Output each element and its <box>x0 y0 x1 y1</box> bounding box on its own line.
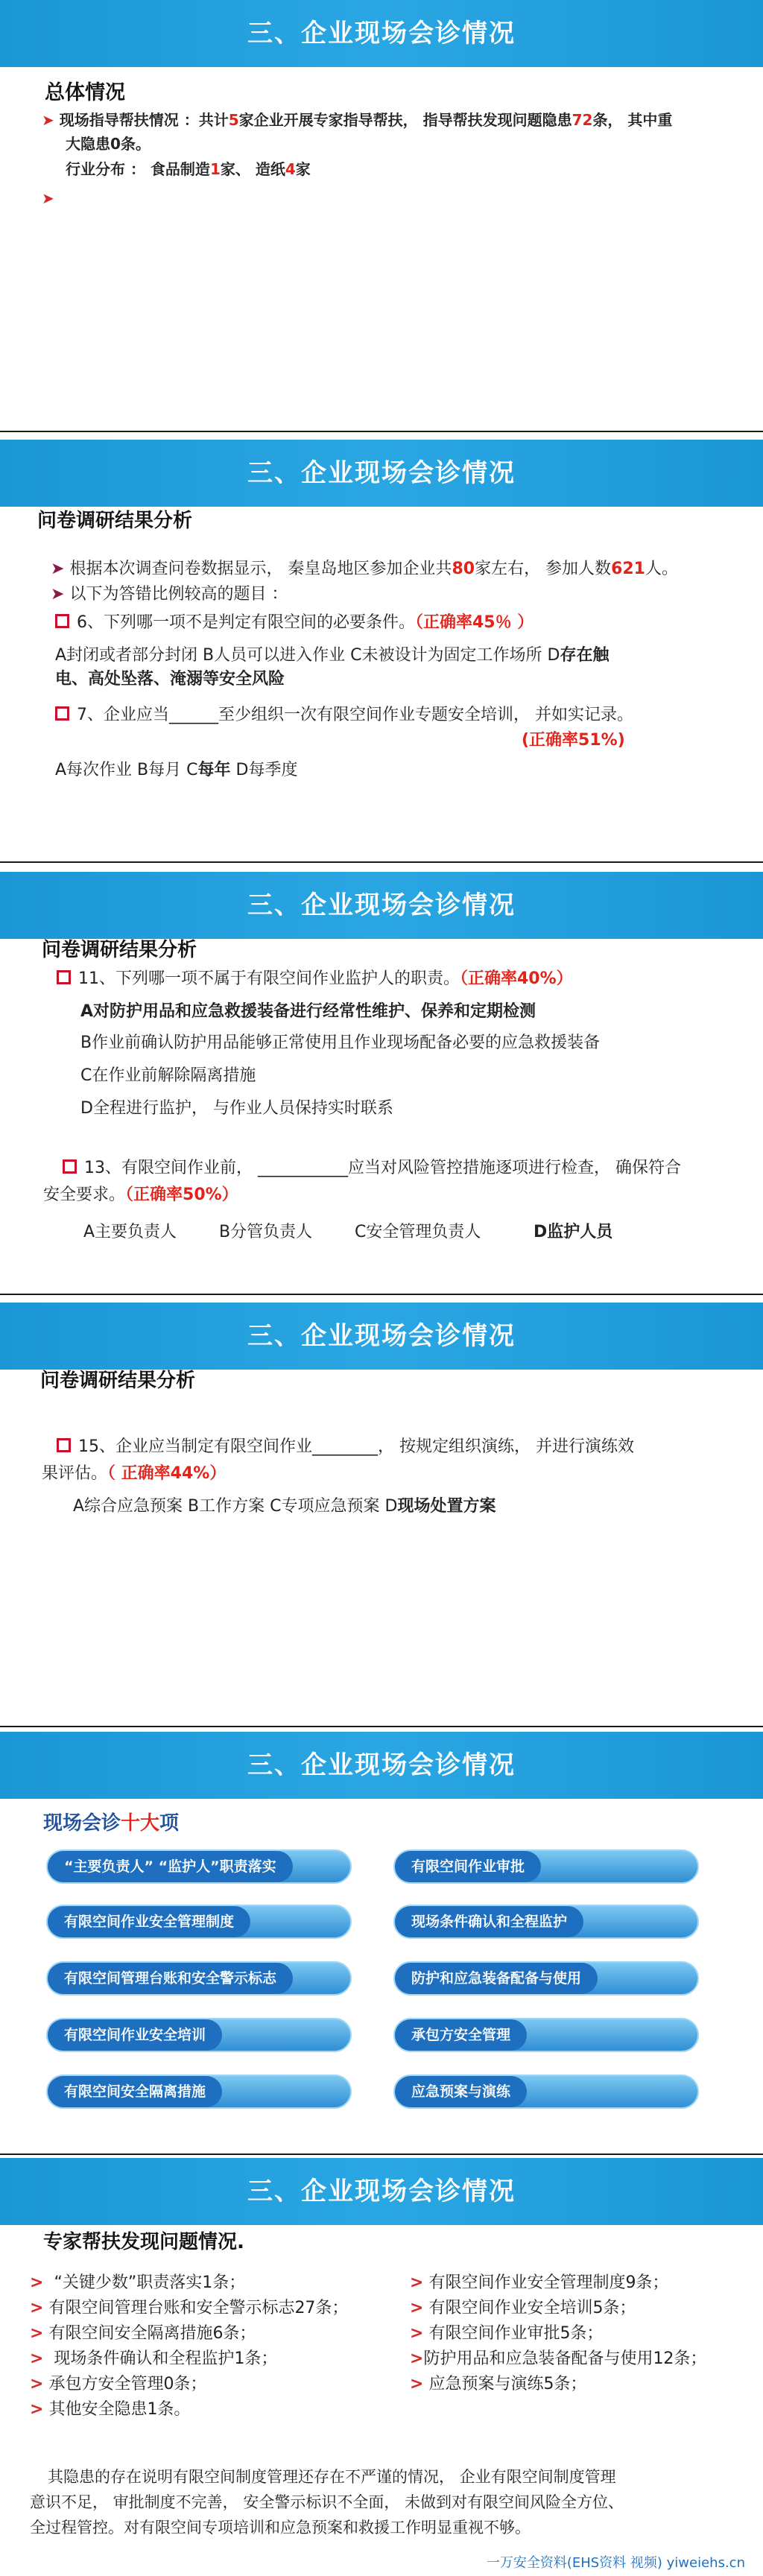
arrow-icon: ➤ <box>42 111 54 129</box>
item-pill-right: 承包方安全管理 <box>393 2018 699 2052</box>
question-7-options: A每次作业 B每月 C每年 D每季度 <box>55 761 298 779</box>
banner-title: 三、企业现场会诊情况 <box>0 0 763 67</box>
survey-note: ➤ 以下为答错比例较高的题目 ： <box>51 585 288 604</box>
banner-title: 三、企业现场会诊情况 <box>0 2158 763 2225</box>
industry-distribution: 行业分布 ： 食品制造1家、 造纸4家 <box>66 160 311 178</box>
question-13: 13、有限空间作业前， ___________应当对风险管控措施逐项进行检查， 确保符合 <box>63 1156 748 1180</box>
guidance-summary-line2: 大隐患0条。 <box>66 135 151 153</box>
checkbox-icon <box>55 614 69 628</box>
finding-right: > 有限空间作业安全培训5条； <box>410 2299 636 2317</box>
finding-right: >防护用品和应急装备配备与使用12条； <box>410 2349 707 2368</box>
question-11-option-c: C在作业前解除隔离措施 <box>80 1066 256 1085</box>
slide-ten-items <box>0 1732 763 2153</box>
checkbox-icon <box>55 706 69 721</box>
question-11-option-a: A对防护用品和应急救援装备进行经常性维护、保养和定期检测 <box>80 1002 536 1021</box>
slide-divider <box>0 1294 763 1295</box>
banner-title: 三、企业现场会诊情况 <box>0 440 763 507</box>
slide-overall <box>0 0 763 431</box>
item-pill-left: 有限空间安全隔离措施 <box>46 2075 352 2109</box>
question-13-line2: 安全要求。（正确率50%） <box>43 1186 238 1204</box>
arrow-icon: ➤ <box>42 189 54 207</box>
finding-right: > 有限空间作业审批5条； <box>410 2324 604 2343</box>
question-7-rate: (正确率51%) <box>522 731 625 750</box>
watermark: 一万安全资料(EHS资料 视频) yiweiehs.cn <box>486 2555 745 2571</box>
finding-left: > 有限空间安全隔离措施6条； <box>30 2324 256 2343</box>
question-7: 7、企业应当______至少组织一次有限空间作业专题安全培训， 并如实记录。 <box>55 703 633 727</box>
item-pill-left: 有限空间作业安全培训 <box>46 2018 352 2052</box>
guidance-summary: ➤ 现场指导帮扶情况 ：共计5家企业开展专家指导帮扶， 指导帮扶发现问题隐患72条， 其中重 <box>42 111 673 129</box>
slide-divider <box>0 861 763 863</box>
finding-left: > 现场条件确认和全程监护1条； <box>30 2349 278 2368</box>
finding-left: > 其他安全隐患1条。 <box>30 2400 191 2419</box>
finding-left: > “关键少数”职责落实1条； <box>30 2273 246 2292</box>
slide-divider <box>0 2153 763 2155</box>
section-heading: 问卷调研结果分析 <box>40 1370 196 1392</box>
arrow-icon: ➤ <box>51 560 65 578</box>
question-6: 6、下列哪一项不是判定有限空间的必要条件。（正确率45％ ） <box>55 611 534 635</box>
checkbox-icon <box>63 1159 77 1174</box>
item-pill-left: 有限空间管理台账和安全警示标志 <box>46 1961 352 1996</box>
question-13-option: C安全管理负责人 <box>355 1223 481 1241</box>
survey-intro: ➤ 根据本次调查问卷数据显示， 秦皇岛地区参加企业共80家左右， 参加人数621人。 <box>51 560 679 578</box>
summary-line: 其隐患的存在说明有限空间制度管理还存在不严谨的情况， 企业有限空间制度管理 <box>48 2468 616 2486</box>
summary-line: 意识不足， 审批制度不完善， 安全警示标识不全面， 未做到对有限空间风险全方位、 <box>30 2493 624 2511</box>
question-15-options: A综合应急预案 B工作方案 C专项应急预案 D现场处置方案 <box>73 1497 496 1516</box>
item-pill-right: 防护和应急装备配备与使用 <box>393 1961 699 1996</box>
question-15: 15、企业应当制定有限空间作业________， 按规定组织演练， 并进行演练效 <box>57 1435 750 1459</box>
question-13-option: D监护人员 <box>534 1223 613 1241</box>
item-pill-left: 有限空间作业安全管理制度 <box>46 1905 352 1939</box>
slide-survey-2 <box>0 872 763 1294</box>
section-heading: 总体情况 <box>45 81 125 104</box>
slide-divider <box>0 431 763 432</box>
question-6-options: A封闭或者部分封闭 B人员可以进入作业 C未被设计为固定工作场所 D存在触 <box>55 646 610 665</box>
finding-left: > 承包方安全管理0条； <box>30 2375 207 2393</box>
banner-title: 三、企业现场会诊情况 <box>0 1303 763 1370</box>
slide-divider <box>0 1726 763 1727</box>
slide-survey-1 <box>0 440 763 861</box>
section-heading: 现场会诊十大项 <box>43 1812 180 1835</box>
item-pill-left: “主要负责人” “监护人”职责落实 <box>46 1849 352 1884</box>
question-11-option-b: B作业前确认防护用品能够正常使用且作业现场配备必要的应急救援装备 <box>80 1034 601 1052</box>
question-11-option-d: D全程进行监护， 与作业人员保持实时联系 <box>80 1099 393 1118</box>
question-11: 11、下列哪一项不属于有限空间作业监护人的职责。（正确率40%） <box>57 967 573 991</box>
question-6-options-line2: 电、高处坠落、淹溺等安全风险 <box>55 670 285 689</box>
banner-title: 三、企业现场会诊情况 <box>0 872 763 939</box>
checkbox-icon <box>57 970 71 984</box>
section-heading: 问卷调研结果分析 <box>37 510 193 532</box>
question-13-option: B分管负责人 <box>219 1223 313 1241</box>
arrow-icon: ➤ <box>51 585 65 604</box>
question-13-option: A主要负责人 <box>83 1223 177 1241</box>
banner-title: 三、企业现场会诊情况 <box>0 1732 763 1799</box>
item-pill-right: 现场条件确认和全程监护 <box>393 1905 699 1939</box>
item-pill-right: 有限空间作业审批 <box>393 1849 699 1884</box>
slide-survey-3 <box>0 1303 763 1726</box>
summary-line: 全过程管控。对有限空间专项培训和应急预案和救援工作明显重视不够。 <box>30 2519 531 2537</box>
section-heading: 问卷调研结果分析 <box>42 939 197 961</box>
finding-left: > 有限空间管理台账和安全警示标志27条； <box>30 2299 349 2317</box>
slide-expert-findings <box>0 2158 763 2576</box>
question-15-line2: 果评估。（ 正确率44%） <box>42 1464 227 1483</box>
finding-right: > 应急预案与演练5条； <box>410 2375 587 2393</box>
finding-right: > 有限空间作业安全管理制度9条； <box>410 2273 669 2292</box>
section-heading: 专家帮扶发现问题情况. <box>43 2231 244 2253</box>
checkbox-icon <box>57 1438 71 1452</box>
item-pill-right: 应急预案与演练 <box>393 2075 699 2109</box>
